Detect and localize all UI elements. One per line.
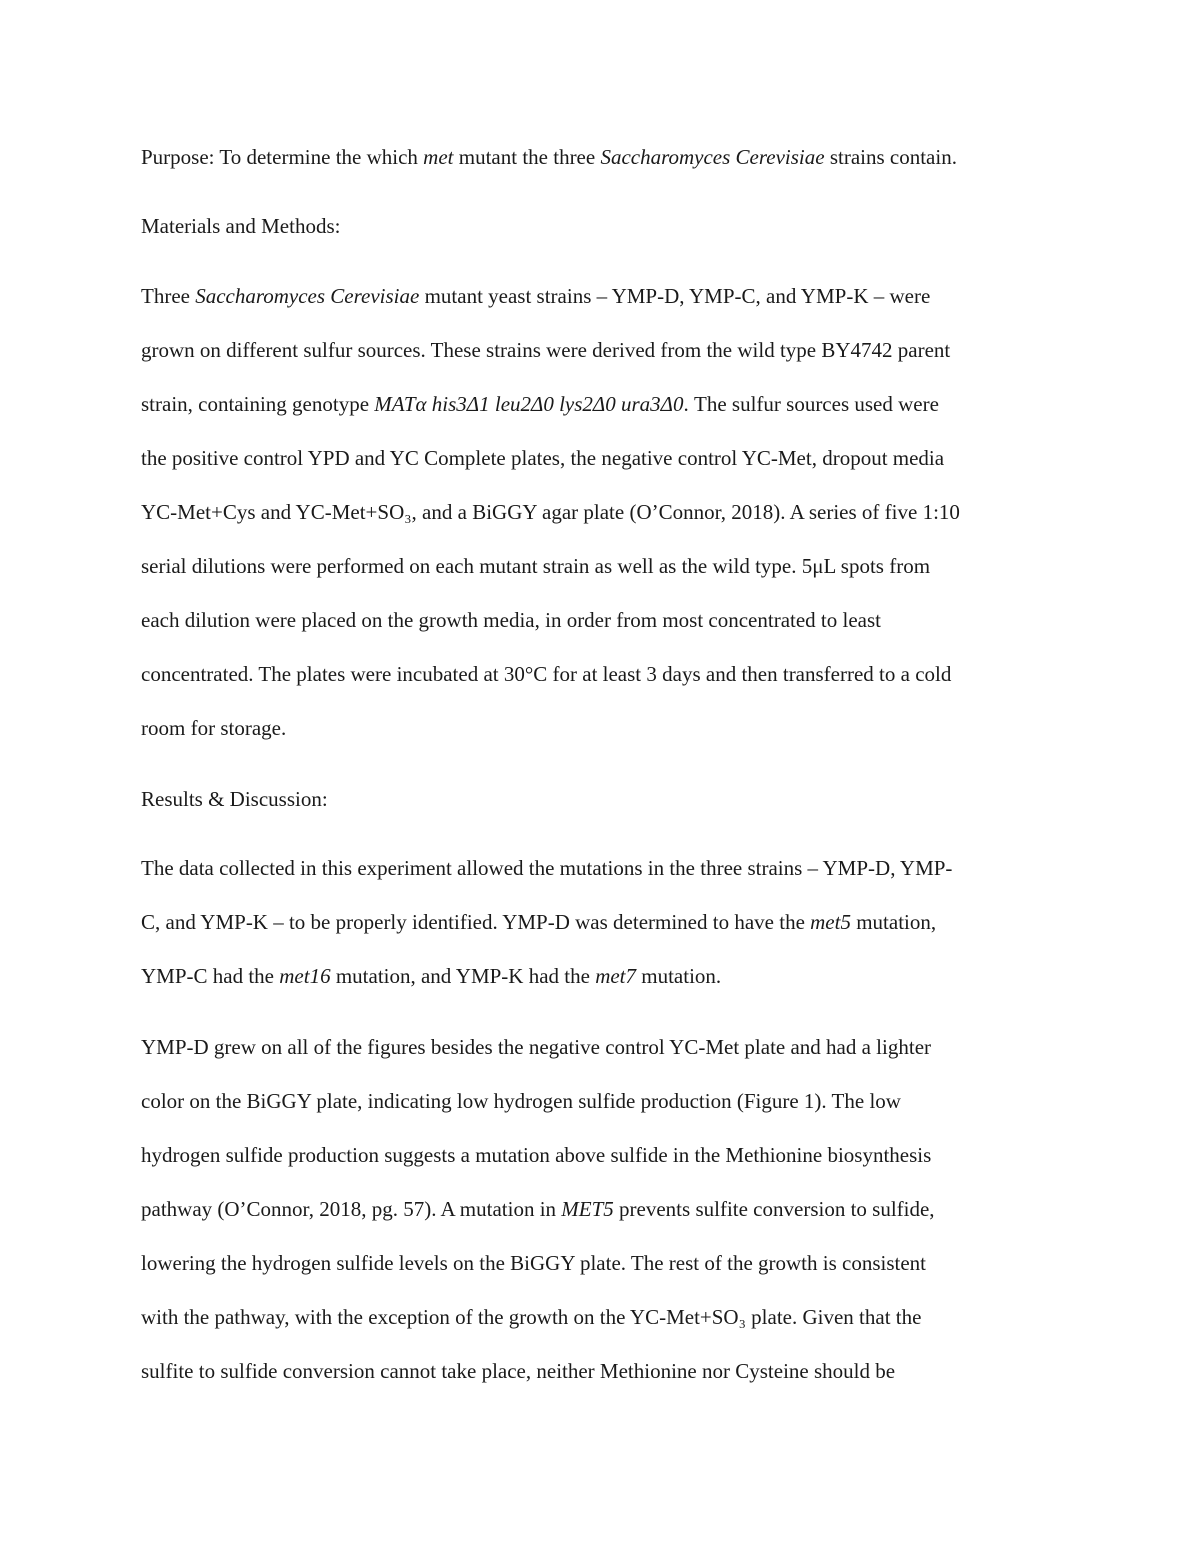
results-line: hydrogen sulfide production suggests a mutation above sulfide in the Methionine biosynthesis [141, 1143, 932, 1167]
methods-line: concentrated. The plates were incubated at 30°C for at least 3 days and then transferred to a cold [141, 662, 952, 686]
methods-heading: Materials and Methods: [141, 214, 341, 238]
methods-line: YC-Met+Cys and YC-Met+SO₃, and a BiGGY agar plate (O’Connor, 2018). A series of five 1:10 [141, 500, 960, 524]
methods-line: each dilution were placed on the growth media, in order from most concentrated to least [141, 608, 881, 632]
methods-line: grown on different sulfur sources. These strains were derived from the wild type BY4742 parent [141, 338, 951, 362]
results-line: lowering the hydrogen sulfide levels on the BiGGY plate. The rest of the growth is consistent [141, 1251, 927, 1275]
results-line: YMP-D grew on all of the figures besides the negative control YC-Met plate and had a lighter [141, 1035, 932, 1059]
results-line: sulfite to sulfide conversion cannot take place, neither Methionine nor Cysteine should be [141, 1359, 896, 1383]
results-line: with the pathway, with the exception of the growth on the YC-Met+SO₃ plate. Given that the [141, 1305, 922, 1329]
results-heading: Results & Discussion: [141, 787, 328, 811]
results-line: pathway (O’Connor, 2018, pg. 57). A mutation in MET5 prevents sulfite conversion to sulfide, [141, 1197, 935, 1221]
results-line: YMP-C had the met16 mutation, and YMP-K had the met7 mutation. [141, 964, 722, 988]
results-line: The data collected in this experiment allowed the mutations in the three strains – YMP-D, YMP- [141, 856, 953, 880]
purpose-line: Purpose: To determine the which met mutant the three Saccharomyces Cerevisiae strains contain. [141, 145, 957, 169]
results-line: color on the BiGGY plate, indicating low hydrogen sulfide production (Figure 1). The low [141, 1089, 901, 1113]
results-line: C, and YMP-K – to be properly identified. YMP-D was determined to have the met5 mutation, [141, 910, 937, 934]
methods-line: room for storage. [141, 716, 287, 740]
methods-line: strain, containing genotype MATα his3Δ1 leu2Δ0 lys2Δ0 ura3Δ0. The sulfur sources used were [141, 392, 939, 416]
methods-line: the positive control YPD and YC Complete plates, the negative control YC-Met, dropout media [141, 446, 945, 470]
methods-line: serial dilutions were performed on each mutant strain as well as the wild type. 5μL spots from [141, 554, 931, 578]
methods-line: Three Saccharomyces Cerevisiae mutant yeast strains – YMP-D, YMP-C, and YMP-K – were [141, 284, 931, 308]
